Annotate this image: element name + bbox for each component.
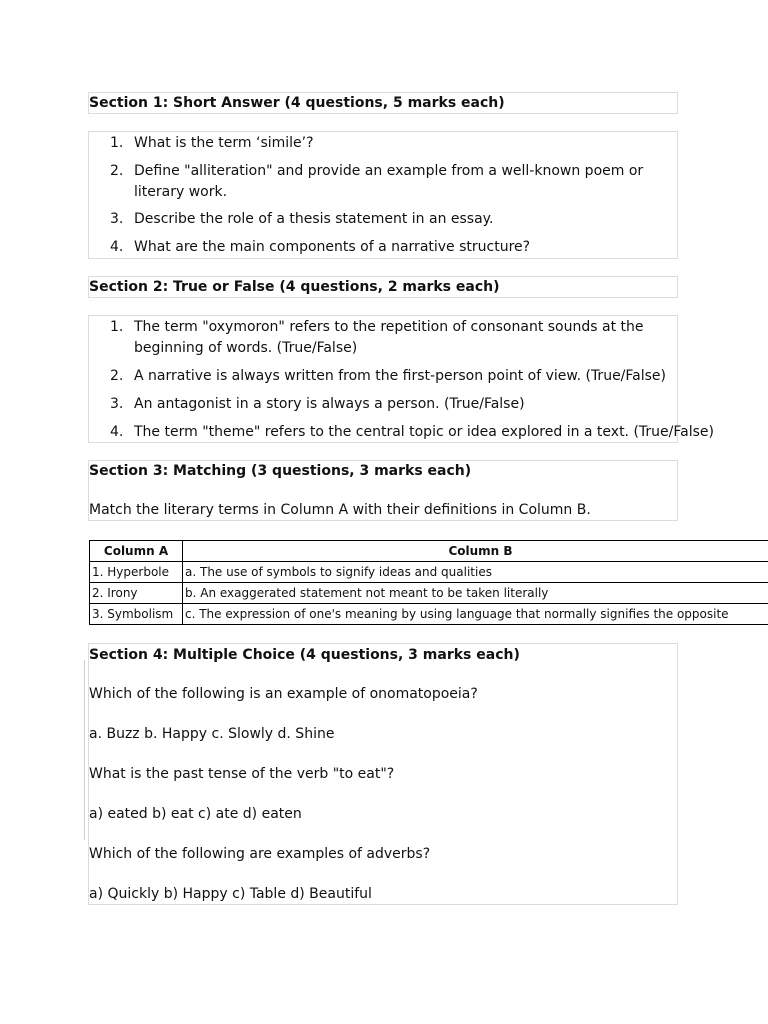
list-item-number: 2.	[110, 368, 124, 384]
matching-table	[89, 540, 768, 625]
table-cell-definition: c. The expression of one's meaning by using language that normally signifies the opposite	[183, 604, 768, 625]
column-a-header: Column A	[90, 541, 183, 562]
list-item-text: Describe the role of a thesis statement in an essay.	[134, 211, 494, 227]
list-item-number: 3.	[110, 396, 124, 412]
list-item-text: A narrative is always written from the first-person point of view. (True/False)	[134, 368, 666, 384]
list-item-text: Define "alliteration" and provide an example from a well-known poem or literary work.	[134, 163, 644, 200]
question-text: What is the past tense of the verb "to eat"?	[89, 766, 395, 782]
list-item-number: 1.	[110, 319, 124, 335]
table-cell-definition: a. The use of symbols to signify ideas and qualities	[183, 562, 768, 583]
column-b-header: Column B	[183, 541, 768, 562]
list-item-number: 1.	[110, 135, 124, 151]
section1-heading: Section 1: Short Answer (4 questions, 5 marks each)	[89, 95, 505, 111]
answer-options: a) eated b) eat c) ate d) eaten	[89, 806, 302, 822]
answer-options: a) Quickly b) Happy c) Table d) Beautiful	[89, 886, 372, 902]
margin-line	[84, 660, 85, 840]
table-cell-definition: b. An exaggerated statement not meant to be taken literally	[183, 583, 768, 604]
list-item-number: 4.	[110, 424, 124, 440]
section2-heading: Section 2: True or False (4 questions, 2 marks each)	[89, 279, 500, 295]
table-row	[90, 562, 768, 583]
list-item-text: An antagonist in a story is always a person. (True/False)	[134, 396, 525, 412]
table-row	[90, 583, 768, 604]
list-item-number: 2.	[110, 163, 124, 179]
question-text: Which of the following are examples of adverbs?	[89, 846, 431, 862]
section4-heading: Section 4: Multiple Choice (4 questions, 3 marks each)	[89, 647, 520, 663]
list-item-text: The term "oxymoron" refers to the repetition of consonant sounds at the beginning of words. (True/False)	[134, 319, 644, 356]
list-item-text: What is the term ‘simile’?	[134, 135, 314, 151]
question-text: Which of the following is an example of onomatopoeia?	[89, 686, 478, 702]
list-item-text: What are the main components of a narrative structure?	[134, 239, 531, 255]
list-item-number: 3.	[110, 211, 124, 227]
table-cell-term: 1. Hyperbole	[90, 562, 183, 583]
section3-instruction: Match the literary terms in Column A with their definitions in Column B.	[89, 502, 591, 518]
list-item-text: The term "theme" refers to the central topic or idea explored in a text. (True/False)	[134, 424, 714, 440]
table-row	[90, 604, 768, 625]
section3-heading: Section 3: Matching (3 questions, 3 marks each)	[89, 463, 472, 479]
table-cell-term: 3. Symbolism	[90, 604, 183, 625]
answer-options: a. Buzz b. Happy c. Slowly d. Shine	[89, 726, 335, 742]
table-header-row	[90, 541, 768, 562]
table-cell-term: 2. Irony	[90, 583, 183, 604]
list-item-number: 4.	[110, 239, 124, 255]
